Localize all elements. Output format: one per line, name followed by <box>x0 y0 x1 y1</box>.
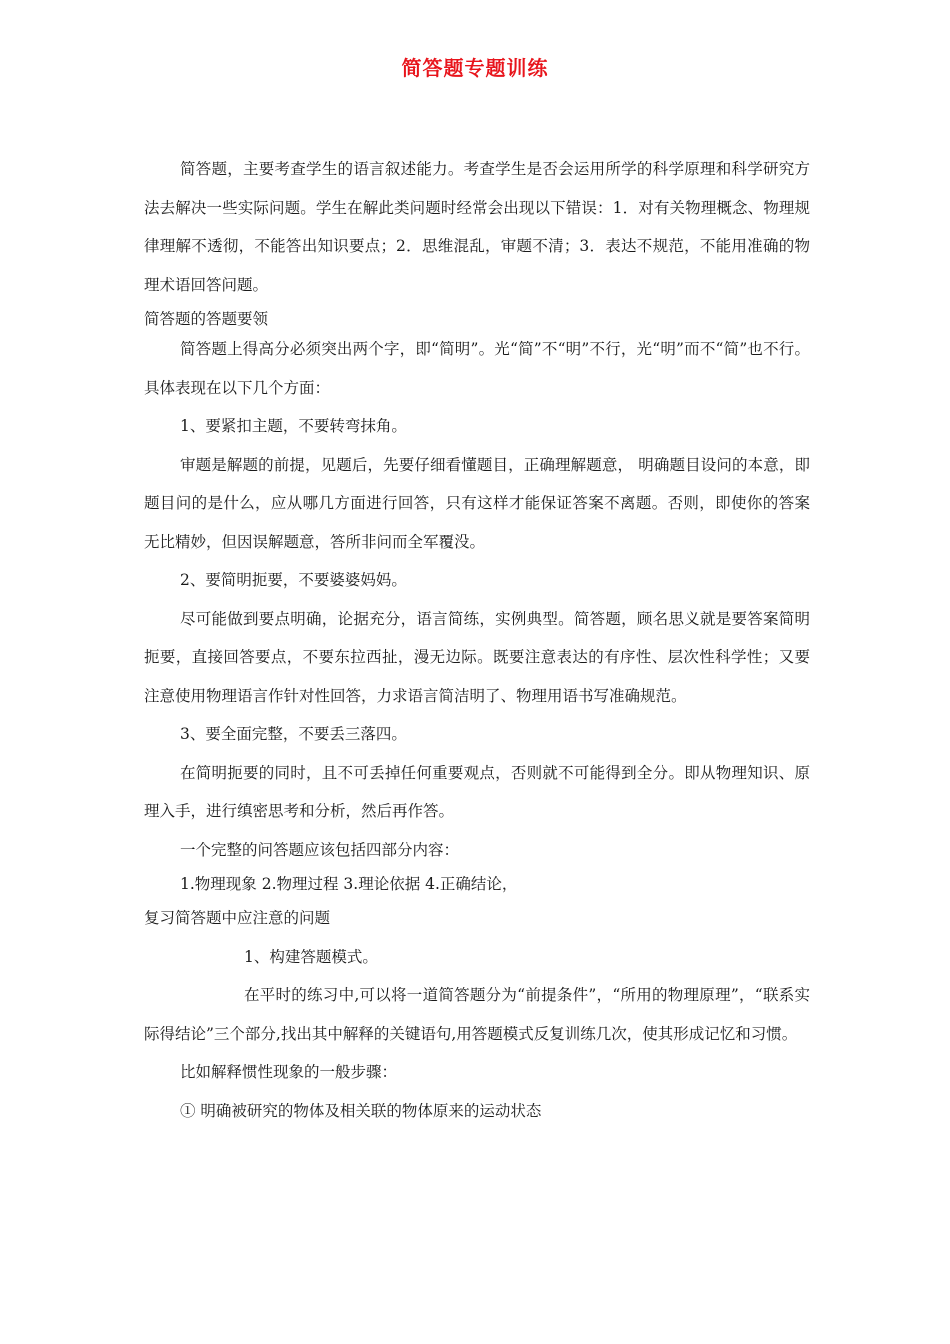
inertia-steps-intro: 比如解释惯性现象的一般步骤： <box>180 1063 398 1081</box>
intro-paragraph: 简答题，主要考查学生的语言叙述能力。考查学生是否会运用所学的科学原理和科学研究方法去解决一些实际问题。学生在解此类问题时经常会出现以下错误：1．对有关物理概念、物理规律理解不透彻，不能答出知识要点；2．思维混乱，审题不清；3．表达不规范，不能用准确的物理术语回答问题。 <box>144 160 810 294</box>
four-parts-intro: 一个完整的问答题应该包括四部分内容： <box>180 840 460 859</box>
review-point-1-paragraph: 在平时的练习中,可以将一道简答题分为“前提条件”，“所用的物理原理”，“联系实际得结论”三个部分,找出其中解释的关键语句,用答题模式反复训练几次，使其形成记忆和习惯。 <box>144 986 810 1043</box>
tip-2-paragraph: 尽可能做到要点明确，论据充分，语言简练，实例典型。简答题，顾名思义就是要答案简明扼要，直接回答要点，不要东拉西扯，漫无边际。既要注意表达的有序性、层次性科学性；又要注意使用物理语言作针对性回答，力求语言简洁明了、物理用语书写准确规范。 <box>144 609 810 705</box>
document-title: 简答题专题训练 <box>401 56 549 80</box>
review-point-1-heading: 1、构建答题模式。 <box>244 947 378 966</box>
tip-3-paragraph: 在简明扼要的同时，且不可丢掉任何重要观点，否则就不可能得到全分。即从物理知识、原理入手，进行缜密思考和分析，然后再作答。 <box>144 763 810 820</box>
document-body <box>144 150 810 1130</box>
tip-3-heading: 3、要全面完整，不要丢三落四。 <box>180 725 407 743</box>
four-parts-list: 1.物理现象 2.物理过程 3.理论依据 4.正确结论， <box>180 875 518 893</box>
tip-1-paragraph: 审题是解题的前提，见题后，先要仔细看懂题目，正确理解题意， 明确题目设问的本意，即题目问的是什么，应从哪几方面进行回答，只有这样才能保证答案不离题。否则，即使你的答案无比精妙，但因误解题意，答所非问而全军覆没。 <box>144 455 810 551</box>
tips-intro-paragraph: 简答题上得高分必须突出两个字，即“简明”。光“简”不“明”不行，光“明”而不“简”也不行。具体表现在以下几个方面： <box>144 340 810 397</box>
section-heading-review-notes: 复习简答题中应注意的问题 <box>144 909 331 927</box>
section-heading-answer-tips: 简答题的答题要领 <box>144 310 269 328</box>
inertia-step-1: ① 明确被研究的物体及相关联的物体原来的运动状态 <box>180 1101 542 1120</box>
tip-2-heading: 2、要简明扼要，不要婆婆妈妈。 <box>180 571 407 589</box>
tip-1-heading: 1、要紧扣主题，不要转弯抹角。 <box>180 417 407 435</box>
